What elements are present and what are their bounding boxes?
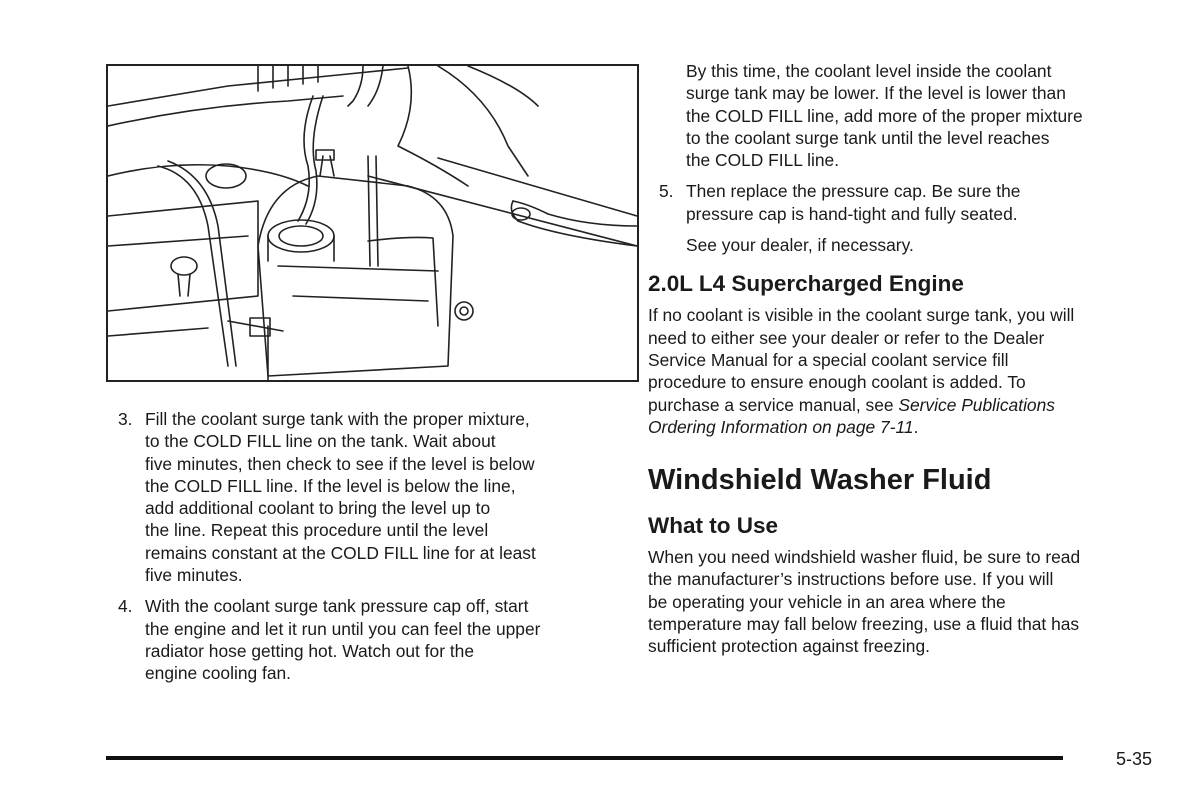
step-line: the COLD FILL line, add more of the proper mixture	[686, 105, 1083, 126]
paragraph-text: purchase a service manual, see	[648, 394, 899, 415]
cross-reference-link: Ordering Information on page 7-11	[648, 416, 914, 437]
left-column	[118, 408, 618, 694]
step-line: five minutes.	[145, 565, 243, 586]
paragraph-line: sufficient protection against freezing.	[648, 636, 930, 657]
paragraph-end: .	[913, 416, 919, 437]
step-4-continued	[648, 60, 1168, 171]
step-line: the engine and let it run until you can feel the upper	[145, 618, 541, 639]
step-line: add additional coolant to bring the level up to	[145, 498, 491, 519]
step-line: to the coolant surge tank until the level reaches	[686, 127, 1050, 148]
step-line: With the coolant surge tank pressure cap off, start	[145, 596, 529, 617]
step-line: to the COLD FILL line on the tank. Wait about	[145, 431, 496, 452]
step-line: engine cooling fan.	[145, 663, 292, 684]
step-line: Then replace the pressure cap. Be sure the	[686, 181, 1021, 202]
step-line: the COLD FILL line.	[686, 150, 840, 171]
step-number: 3.	[118, 409, 133, 429]
step-line: Fill the coolant surge tank with the proper mixture,	[145, 409, 530, 429]
section-heading: Windshield Washer Fluid	[648, 464, 992, 497]
paragraph-line: temperature may fall below freezing, use a fluid that has	[648, 614, 1080, 635]
step-line: five minutes, then check to see if the level is below	[145, 453, 535, 474]
step-line: radiator hose getting hot. Watch out for the	[145, 640, 475, 661]
step-line: pressure cap is hand-tight and fully seated.	[686, 203, 1018, 224]
paragraph-line: When you need windshield washer fluid, be sure to read	[648, 547, 1081, 568]
paragraph-line: If no coolant is visible in the coolant surge tank, you will	[648, 305, 1075, 326]
right-column	[648, 60, 1168, 658]
step-line: By this time, the coolant level inside the coolant	[686, 61, 1052, 81]
step-3	[118, 408, 618, 586]
paragraph-line: be operating your vehicle in an area where the	[648, 591, 1006, 612]
paragraph-line: need to either see your dealer or refer to the Dealer	[648, 327, 1045, 348]
cross-reference-link: Service Publications	[898, 394, 1055, 415]
paragraph-line	[648, 394, 1168, 416]
step-5	[659, 180, 1168, 225]
step-line: surge tank may be lower. If the level is lower than	[686, 83, 1066, 104]
step-4	[118, 595, 618, 684]
step-line: the line. Repeat this procedure until the level	[145, 520, 489, 541]
coolant-surge-tank-illustration	[106, 64, 639, 382]
step-line: the COLD FILL line. If the level is below the line,	[145, 475, 516, 496]
engine-heading: 2.0L L4 Supercharged Engine	[648, 271, 964, 297]
paragraph-line: the manufacturer’s instructions before use. If you will	[648, 569, 1054, 590]
step-number: 4.	[118, 596, 133, 617]
step-line: remains constant at the COLD FILL line for at least	[145, 542, 536, 563]
engine-bay-drawing	[108, 66, 637, 380]
engine-paragraph	[648, 304, 1168, 438]
footer-rule	[106, 756, 1063, 760]
step-number: 5.	[659, 181, 674, 202]
use-paragraph	[648, 546, 1168, 657]
page-number: 5-35	[1116, 749, 1153, 769]
paragraph-line	[648, 416, 1168, 438]
paragraph-line: procedure to ensure enough coolant is added. To	[648, 372, 1026, 393]
paragraph-line: Service Manual for a special coolant service fill	[648, 349, 1009, 370]
sub-heading: What to Use	[648, 513, 779, 539]
see-dealer-note: See your dealer, if necessary.	[686, 235, 914, 256]
